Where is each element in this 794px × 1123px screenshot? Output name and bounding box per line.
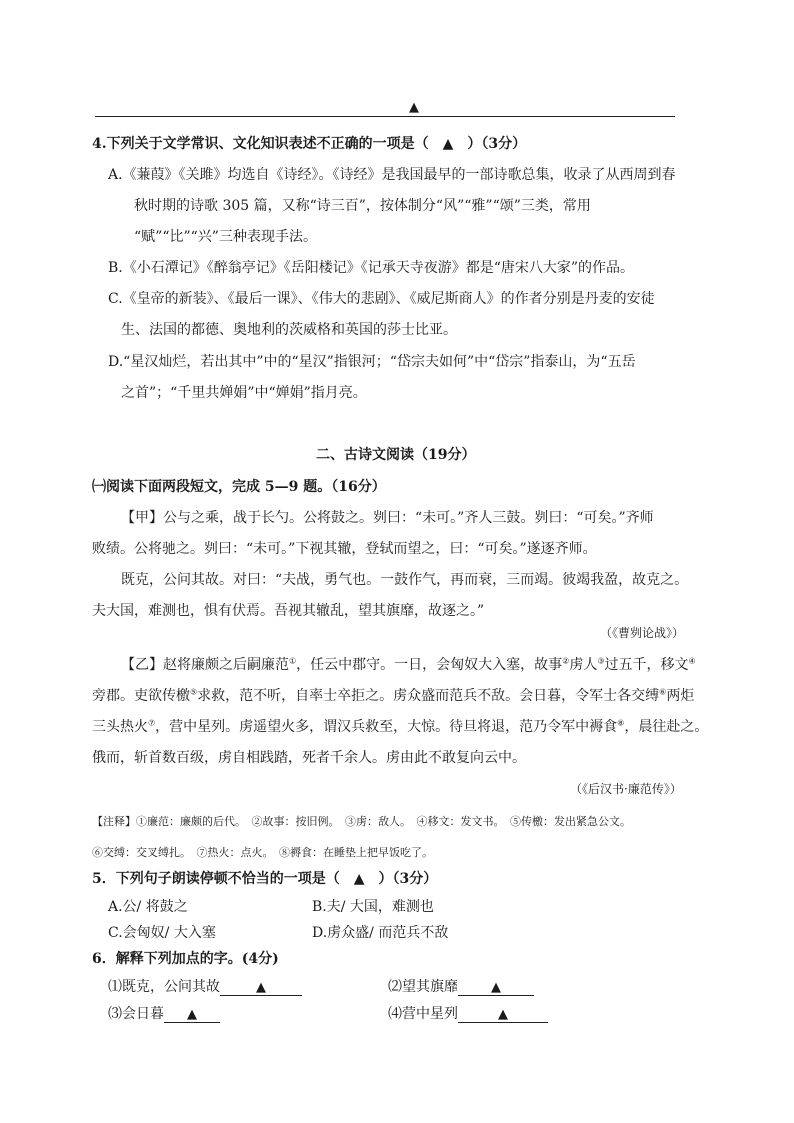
q6-item-4	[388, 1003, 548, 1023]
answer-marker-icon: ▲	[187, 1007, 197, 1022]
q4-option-a-line3: “赋”“比”“兴”三种表现手法。	[134, 229, 317, 245]
q6-item-text: ⑵望其旗靡	[388, 979, 458, 995]
q5-option-a: A.公/ 将鼓之	[108, 899, 188, 915]
jia-line2: 败绩。公将驰之。刿曰：“未可。”下视其辙，登轼而望之，曰：“可矣。”遂逐齐师。	[92, 541, 597, 557]
q6-stem: 6．解释下列加点的字。(4分)	[92, 951, 279, 967]
q6-item-text: ⑶会日暮	[108, 1006, 164, 1022]
q4-option-b: B.《小石潭记》《醉翁亭记》《岳阳楼记》《记承天寺夜游》都是“唐宋八大家”的作品。	[108, 260, 635, 276]
q6-item-text: ⑴既克，公问其故	[108, 979, 220, 995]
answer-blank[interactable]	[220, 979, 302, 996]
yi-line1	[121, 654, 696, 674]
q4-option-c-line1: C.《皇帝的新装》、《最后一课》、《伟大的悲剧》、《威尼斯商人》的作者分别是丹麦的安徒	[108, 291, 655, 307]
footnote-marker: ⑤	[190, 687, 198, 697]
notes-line1: 【注释】①廉范：廉颇的后代。 ②故事：按旧例。 ③虏：敌人。 ④移文：发文书。 ⑤传檄：发出紧急公文。	[92, 815, 631, 828]
yi-line3	[92, 716, 708, 736]
q6-item-2	[388, 976, 534, 996]
footnote-marker: ①	[289, 656, 297, 666]
q5-option-b: B.夫/ 大国，难测也	[312, 899, 434, 915]
answer-blank[interactable]	[164, 1006, 220, 1023]
q5-stem: 5．下列句子朗读停顿不恰当的一项是（ ▲ ）（3分）	[92, 871, 438, 887]
answer-blank[interactable]	[458, 1006, 548, 1023]
footnote-marker: ③	[597, 656, 605, 666]
yi-text: 【乙】赵将廉颇之后嗣廉范	[121, 657, 289, 673]
notes-line2: ⑥交缚：交叉缚扎。 ⑦热火：点火。 ⑧褥食：在睡垫上把早饭吃了。	[92, 846, 433, 859]
footnote-marker: ⑦	[148, 718, 156, 728]
footnote-marker: ②	[562, 656, 570, 666]
q4-stem: 4.下列关于文学常识、文化知识表述不正确的一项是（ ▲ ）（3分）	[92, 136, 527, 152]
q4-option-c-line2: 生、法国的都德、奥地利的茨威格和英国的莎士比亚。	[121, 322, 457, 338]
q5-option-d: D.虏众盛/ 而范兵不敌	[312, 925, 449, 941]
answer-blank[interactable]	[458, 979, 534, 996]
yi-text: 两炬	[666, 688, 695, 704]
yi-text: ，晨往赴之。	[624, 719, 709, 735]
q6-item-3	[108, 1003, 220, 1023]
answer-line	[95, 116, 675, 117]
jia-line1: 【甲】公与之乘，战于长勺。公将鼓之。刿曰：“未可。”齐人三鼓。刿曰：“可矣。”齐师	[121, 510, 654, 526]
yi-text: 过五千，移文	[604, 657, 689, 673]
q4-option-d-line2: 之首”；“千里共婵娟”中“婵娟”指月亮。	[121, 385, 367, 401]
yi-source: （《后汉书·廉范传》）	[570, 782, 682, 796]
q4-option-a-line1: A.《蒹葭》《关雎》均选自《诗经》。《诗经》是我国最早的一部诗歌总集，收录了从西周到春	[108, 167, 676, 183]
answer-marker-icon: ▲	[491, 980, 501, 995]
yi-text: 旁郡。吏欲传檄	[92, 688, 190, 704]
q6-item-1	[108, 976, 302, 996]
yi-line2	[92, 685, 694, 705]
footnote-marker: ⑧	[617, 718, 625, 728]
jia-line4: 夫大国，难测也，惧有伏焉。吾视其辙乱，望其旗靡，故逐之。”	[92, 603, 485, 619]
q6-item-text: ⑷营中星列	[388, 1006, 458, 1022]
q5-option-c: C.会匈奴/ 大入塞	[108, 925, 216, 941]
yi-line4: 俄而，斩首数百级，虏自相践踏，死者千余人。虏由此不敢复向云中。	[92, 750, 526, 766]
part1-title: ㈠阅读下面两段短文，完成 5—9 题。（16分）	[92, 479, 386, 495]
q4-option-d-line1: D.“星汉灿烂，若出其中”中的“星汉”指银河；“岱宗夫如何”中“岱宗”指泰山，为“五岳	[108, 354, 636, 370]
yi-text: ，营中星列。虏遥望火多，谓汉兵救至，大惊。待旦将退，范乃令军中褥食	[155, 719, 618, 735]
yi-text: 虏人	[569, 657, 598, 673]
yi-text: ，任云中郡守。一日，会匈奴大入塞，故事	[296, 657, 563, 673]
footnote-marker: ⑥	[659, 687, 667, 697]
section-title: 二、古诗文阅读（19分）	[316, 447, 476, 463]
answer-marker-icon: ▲	[409, 100, 419, 115]
jia-line3: 既克，公问其故。对曰：“夫战，勇气也。一鼓作气，再而衰，三而竭。彼竭我盈，故克之。	[121, 572, 689, 588]
yi-text: 三头热火	[92, 719, 148, 735]
footnote-marker: ④	[688, 656, 696, 666]
answer-marker-icon: ▲	[498, 1007, 508, 1022]
jia-source: （《曹刿论战》）	[600, 626, 685, 640]
q4-option-a-line2: 秋时期的诗歌 305 篇，又称“诗三百”，按体制分“风”“雅”“颂”三类，常用	[134, 198, 591, 214]
yi-text: 求救，范不听，自率士卒拒之。虏众盛而范兵不敌。会日暮，令军士各交缚	[197, 688, 660, 704]
answer-marker-icon: ▲	[256, 980, 266, 995]
